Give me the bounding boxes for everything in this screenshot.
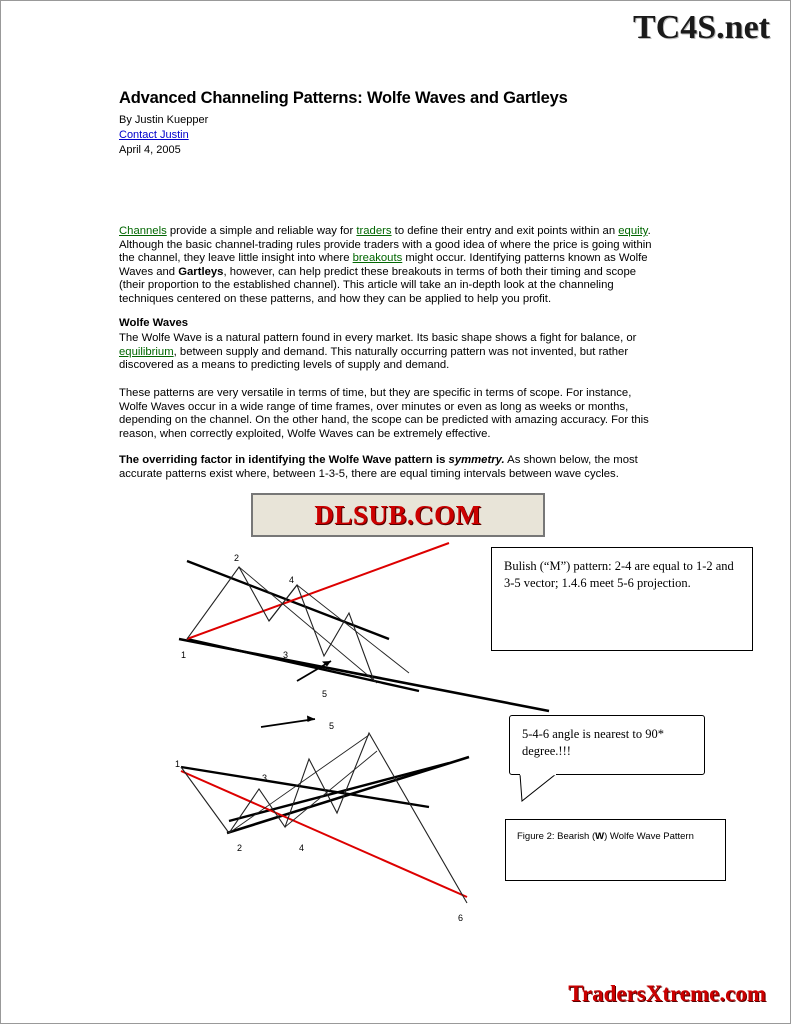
page-title: Advanced Channeling Patterns: Wolfe Waves and Gartleys xyxy=(119,89,568,107)
header-watermark: TC4S.net xyxy=(633,9,770,46)
bold-gartleys: Gartleys xyxy=(178,265,224,278)
svg-text:1: 1 xyxy=(175,759,181,769)
emphasis-symmetry: symmetry. xyxy=(448,454,505,466)
svg-text:5: 5 xyxy=(322,689,328,699)
figure2-caption-pre: Figure 2: Bearish ( xyxy=(517,831,596,842)
text-2a: The Wolfe Wave is a natural pattern found in every market. Its basic shape shows a fight for balance, or xyxy=(119,332,637,344)
callout-angle-note: 5-4-6 angle is nearest to 90* degree.!!! xyxy=(509,715,705,775)
contact-author-link[interactable]: Contact Justin xyxy=(119,129,189,141)
svg-text:4: 4 xyxy=(299,843,305,853)
link-traders[interactable]: traders xyxy=(356,225,392,237)
link-equilibrium[interactable]: equilibrium xyxy=(119,345,174,358)
text-4a: As shown below, the most accurate patterns exist where, between 1-3-5, there are equal timing intervals between wave cycles. xyxy=(119,454,638,480)
svg-text:2: 2 xyxy=(234,553,240,563)
text-1b: to define their entry and exit points within an xyxy=(391,225,619,237)
svg-text:3: 3 xyxy=(262,773,268,783)
callout-tail-icon xyxy=(516,774,576,802)
section-heading-wolfe-waves: Wolfe Waves xyxy=(119,317,189,329)
text-1e: , however, can help predict these breakouts in terms of both their timing and scope (their proportion to the established channel). This article will take an in-depth look at the channeling techniques centered on these patterns, and how they can be applied to help you profit. xyxy=(119,265,637,305)
paragraph-wolfe-definition xyxy=(119,332,657,373)
paragraph-intro xyxy=(119,225,657,307)
link-equity[interactable]: equity xyxy=(618,225,648,237)
text-1a: provide a simple and reliable way for xyxy=(166,225,357,237)
link-breakouts[interactable]: breakouts xyxy=(352,252,403,265)
svg-text:2: 2 xyxy=(237,843,243,853)
svg-text:1: 1 xyxy=(181,650,187,660)
text-2b: , between supply and demand. This naturally occurring pattern was not invented, but rather discovered as a means to predicting levels of supply and demand. xyxy=(119,345,629,372)
link-channels[interactable]: Channels xyxy=(119,225,167,237)
callout-bullish-pattern: Bulish (“M”) pattern: 2-4 are equal to 1-2 and 3-5 vector; 1.4.6 meet 5-6 projection. xyxy=(491,547,753,651)
figure2-caption xyxy=(517,831,694,842)
byline: By Justin Kuepper xyxy=(119,114,209,126)
paragraph-symmetry xyxy=(119,454,657,481)
center-watermark: DLSUB.COM xyxy=(251,493,545,537)
text-1c: . Although the basic channel-trading rules provide traders with a good idea of where the price is going within the channel, they leave little insight into where xyxy=(119,225,652,265)
svg-text:6: 6 xyxy=(458,913,464,923)
text-1d: might occur. Identifying patterns known as Wolfe Waves and xyxy=(119,252,648,278)
svg-text:5: 5 xyxy=(329,721,335,731)
figure2-caption-post: ) Wolfe Wave Pattern xyxy=(604,831,694,842)
figure2-caption-box xyxy=(505,819,726,881)
svg-text:4: 4 xyxy=(289,575,295,585)
bold-overriding-factor: The overriding factor in identifying the Wolfe Wave pattern is xyxy=(119,454,449,466)
footer-watermark: TradersXtreme.com xyxy=(568,981,766,1006)
figure2-caption-bold: W xyxy=(595,831,605,842)
paragraph-versatility: These patterns are very versatile in terms of time, but they are specific in terms of scope. For instance, Wolfe Waves occur in a wide range of time frames, over minutes or even as long as weeks or months, depending on the channel. On the other hand, the scope can be predicted with amazing accuracy. For this reason, when correctly exploited, Wolfe Waves can be extremely effective. xyxy=(119,387,649,440)
svg-text:3: 3 xyxy=(283,650,289,660)
publish-date: April 4, 2005 xyxy=(119,144,181,156)
